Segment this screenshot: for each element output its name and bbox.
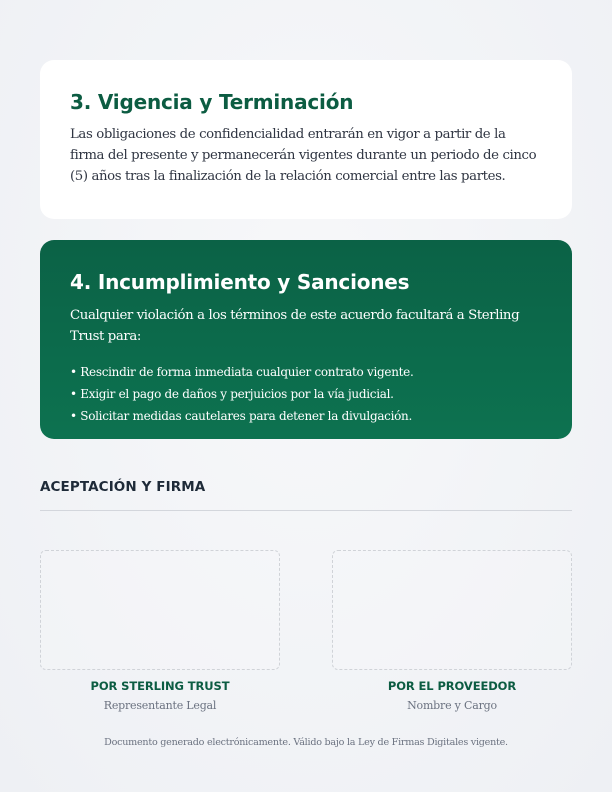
signature-party-sterling-trust: POR STERLING TRUST (90, 679, 230, 693)
section-breach-sanctions (40, 240, 572, 439)
section-title: 3. Vigencia y Terminación (70, 90, 354, 114)
signature-role-provider: Nombre y Cargo (407, 699, 497, 712)
signature-heading: ACEPTACIÓN Y FIRMA (40, 479, 206, 495)
signature-box-sterling-trust[interactable] (40, 550, 280, 670)
list-item: • Rescindir de forma inmediata cualquier contrato vigente. (70, 365, 414, 379)
list-item: • Solicitar medidas cautelares para detener la divulgación. (70, 409, 413, 423)
section-title: 4. Incumplimiento y Sanciones (70, 270, 410, 294)
sanctions-list (70, 361, 542, 427)
section-body: Cualquier violación a los términos de este acuerdo facultará a Sterling Trust para: (70, 308, 520, 344)
footer-note: Documento generado electrónicamente. Válido bajo la Ley de Firmas Digitales vigente. (104, 737, 508, 748)
signature-box-provider[interactable] (332, 550, 572, 670)
section-validity-termination (40, 60, 572, 219)
signature-party-provider: POR EL PROVEEDOR (387, 679, 517, 693)
section-body: Las obligaciones de confidencialidad entrarán en vigor a partir de la firma del presente y permanecerán vigentes durante un periodo de cinco (5) años tras la finalización de la relación comercial entre las partes. (70, 127, 537, 184)
divider (40, 510, 572, 511)
signature-role-sterling-trust: Representante Legal (103, 699, 217, 712)
list-item: • Exigir el pago de daños y perjuicios por la vía judicial. (70, 387, 394, 401)
